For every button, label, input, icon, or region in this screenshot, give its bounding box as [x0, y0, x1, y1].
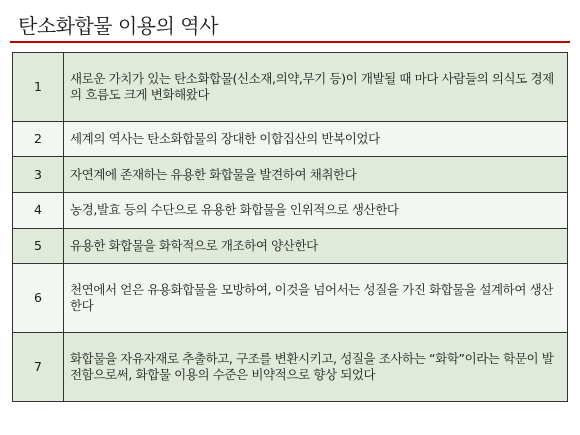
row-text: 농경,발효 등의 수단으로 유용한 화합물을 인위적으로 생산한다: [64, 192, 568, 228]
history-table: [12, 52, 568, 402]
table-row: [13, 121, 568, 157]
row-text: 천연에서 얻은 유용화합물을 모방하여, 이것을 넘어서는 성질을 가진 화합물을 설계하여 생산한다: [64, 264, 568, 333]
title-underline: [10, 41, 570, 43]
table-row: [13, 53, 568, 122]
table-row: [13, 157, 568, 193]
row-number: 2: [13, 121, 64, 157]
row-number: 7: [13, 332, 64, 401]
page-title: 탄소화합물 이용의 역사: [18, 14, 218, 38]
row-text: 새로운 가치가 있는 탄소화합물(신소재,의약,무기 등)이 개발될 때 마다 사람들의 의식도 경제의 흐름도 크게 변화해왔다: [64, 53, 568, 122]
row-text: 유용한 화합물을 화학적으로 개조하여 양산한다: [64, 228, 568, 264]
row-number: 4: [13, 192, 64, 228]
row-number: 1: [13, 53, 64, 122]
table-row: [13, 192, 568, 228]
table-row: [13, 228, 568, 264]
row-text: 화합물을 자유자재로 추출하고, 구조를 변환시키고, 성질을 조사하는 “화학”이라는 학문이 발전함으로써, 화합물 이용의 수준은 비약적으로 향상 되었다: [64, 332, 568, 401]
row-number: 3: [13, 157, 64, 193]
row-number: 6: [13, 264, 64, 333]
row-text: 세계의 역사는 탄소화합물의 장대한 이합집산의 반복이었다: [64, 121, 568, 157]
row-number: 5: [13, 228, 64, 264]
table-row: [13, 264, 568, 333]
table-row: [13, 332, 568, 401]
row-text: 자연계에 존재하는 유용한 화합물을 발견하여 채취한다: [64, 157, 568, 193]
